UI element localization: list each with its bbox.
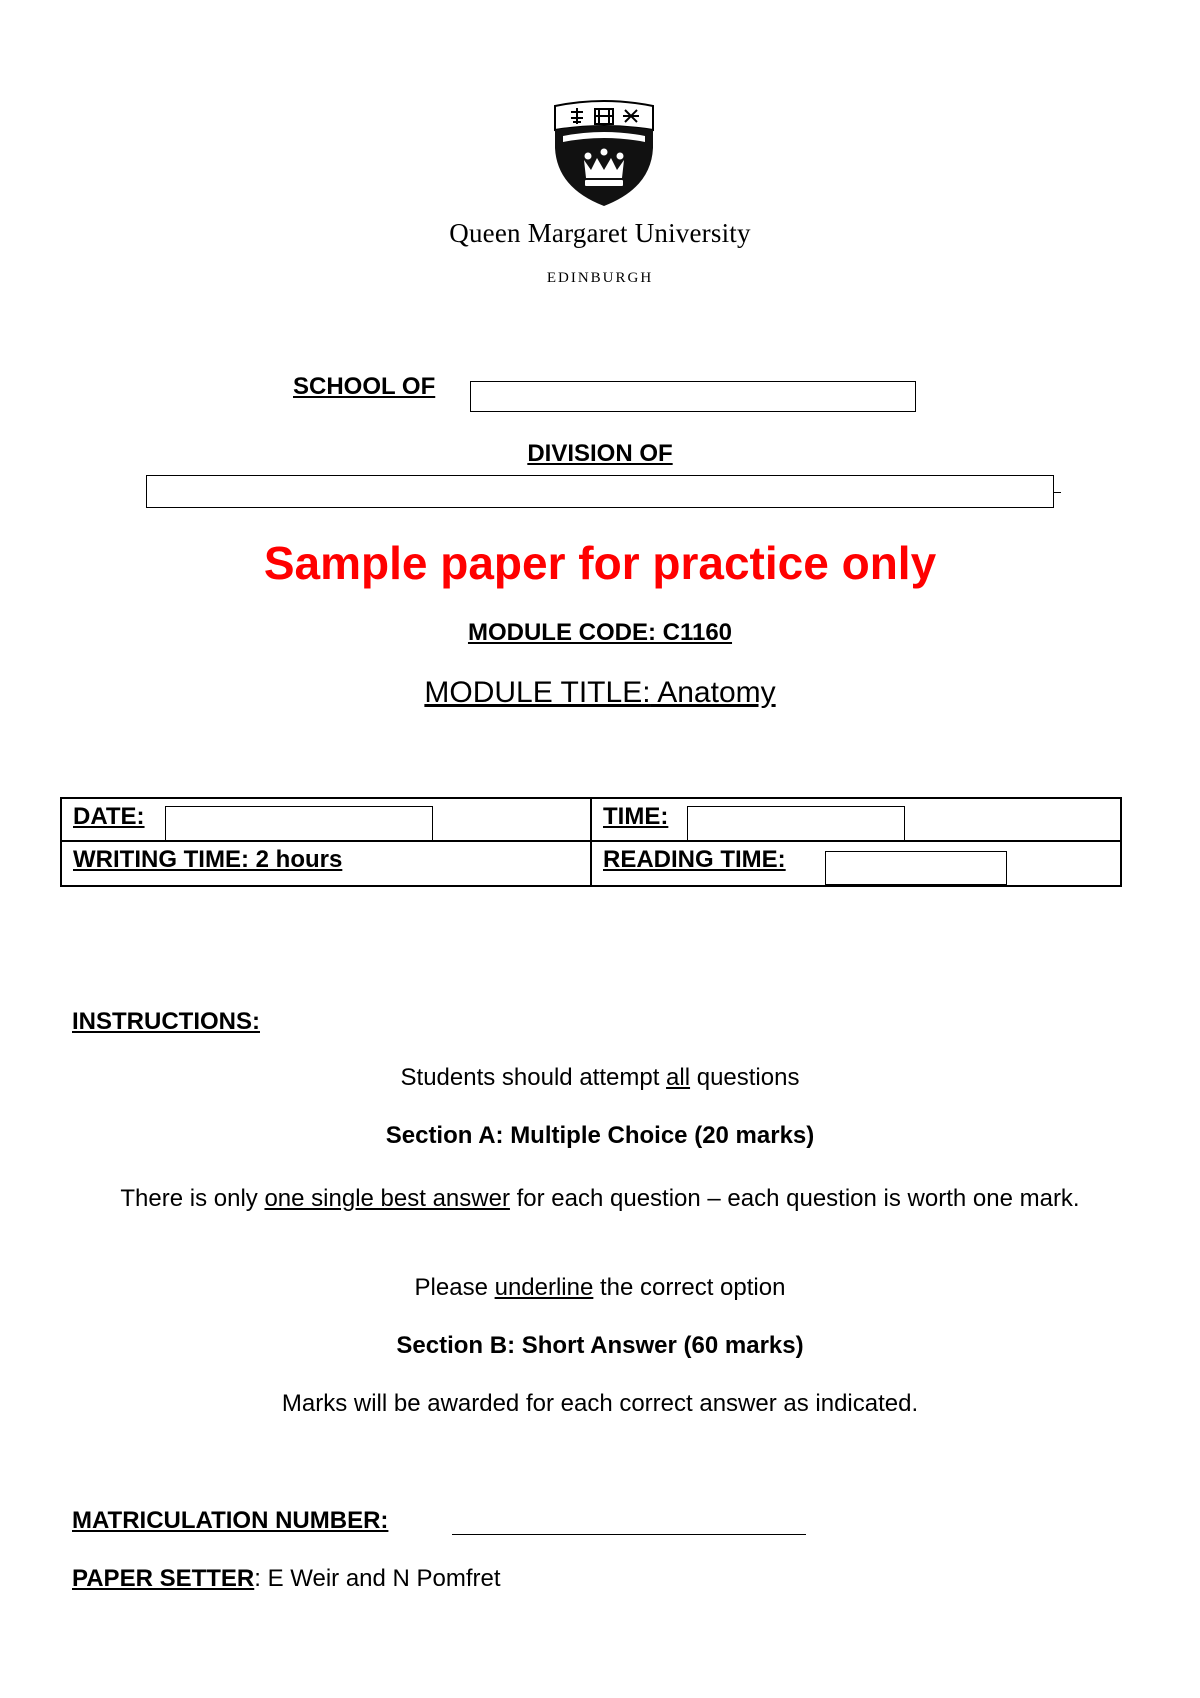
instruction-text: Please bbox=[414, 1274, 495, 1301]
university-name: Queen Margaret University bbox=[449, 218, 751, 248]
instruction-text: Students should attempt bbox=[400, 1064, 667, 1091]
module-code: MODULE CODE: C1160 bbox=[467, 619, 733, 646]
division-field[interactable] bbox=[146, 475, 1054, 508]
instruction-text: questions bbox=[690, 1064, 800, 1091]
instruction-emphasis: one single best answer bbox=[264, 1185, 510, 1212]
division-field-tick bbox=[1054, 492, 1061, 493]
time-field[interactable] bbox=[687, 806, 905, 842]
instruction-emphasis: underline bbox=[494, 1274, 594, 1301]
instruction-emphasis: all bbox=[666, 1064, 691, 1091]
instruction-attempt-all bbox=[60, 1064, 1140, 1092]
date-field[interactable] bbox=[165, 806, 433, 842]
date-cell bbox=[62, 799, 592, 842]
division-label: DIVISION OF bbox=[527, 440, 673, 467]
instruction-text: There is only bbox=[120, 1185, 265, 1212]
instruction-text: the correct option bbox=[593, 1274, 786, 1301]
time-cell bbox=[592, 799, 1120, 842]
section-b-heading: Section B: Short Answer (60 marks) bbox=[396, 1332, 804, 1359]
module-title-label: MODULE TITLE: bbox=[424, 676, 651, 709]
university-city: EDINBURGH bbox=[546, 270, 654, 286]
module-title bbox=[200, 676, 1000, 710]
school-field[interactable] bbox=[470, 381, 916, 412]
date-label: DATE: bbox=[73, 803, 145, 830]
reading-time-label: READING TIME: bbox=[603, 846, 786, 873]
reading-time-cell bbox=[592, 842, 1120, 885]
university-crest-icon bbox=[549, 100, 659, 210]
writing-time-cell bbox=[62, 842, 592, 885]
instruction-marks: Marks will be awarded for each correct answer as indicated. bbox=[281, 1390, 919, 1417]
module-title-value: Anatomy bbox=[650, 676, 776, 709]
time-label: TIME: bbox=[603, 803, 669, 830]
section-a-heading: Section A: Multiple Choice (20 marks) bbox=[385, 1122, 815, 1149]
instructions-heading: INSTRUCTIONS: bbox=[72, 1008, 260, 1035]
paper-setter bbox=[72, 1565, 501, 1593]
exam-details-table bbox=[60, 797, 1122, 887]
instruction-single-best bbox=[60, 1180, 1140, 1217]
matriculation-label: MATRICULATION NUMBER: bbox=[72, 1507, 389, 1534]
instruction-text: for each question – each question is worth one mark. bbox=[509, 1185, 1080, 1212]
paper-setter-separator: : bbox=[254, 1565, 268, 1592]
instruction-underline-option bbox=[60, 1274, 1140, 1302]
matriculation-field[interactable] bbox=[452, 1534, 806, 1535]
sample-paper-banner: Sample paper for practice only bbox=[263, 537, 937, 589]
paper-setter-label: PAPER SETTER bbox=[72, 1565, 255, 1592]
paper-setter-value: E Weir and N Pomfret bbox=[267, 1565, 501, 1592]
school-label: SCHOOL OF bbox=[293, 373, 436, 400]
reading-time-field[interactable] bbox=[825, 851, 1007, 885]
writing-time-label: WRITING TIME: 2 hours bbox=[73, 846, 343, 873]
